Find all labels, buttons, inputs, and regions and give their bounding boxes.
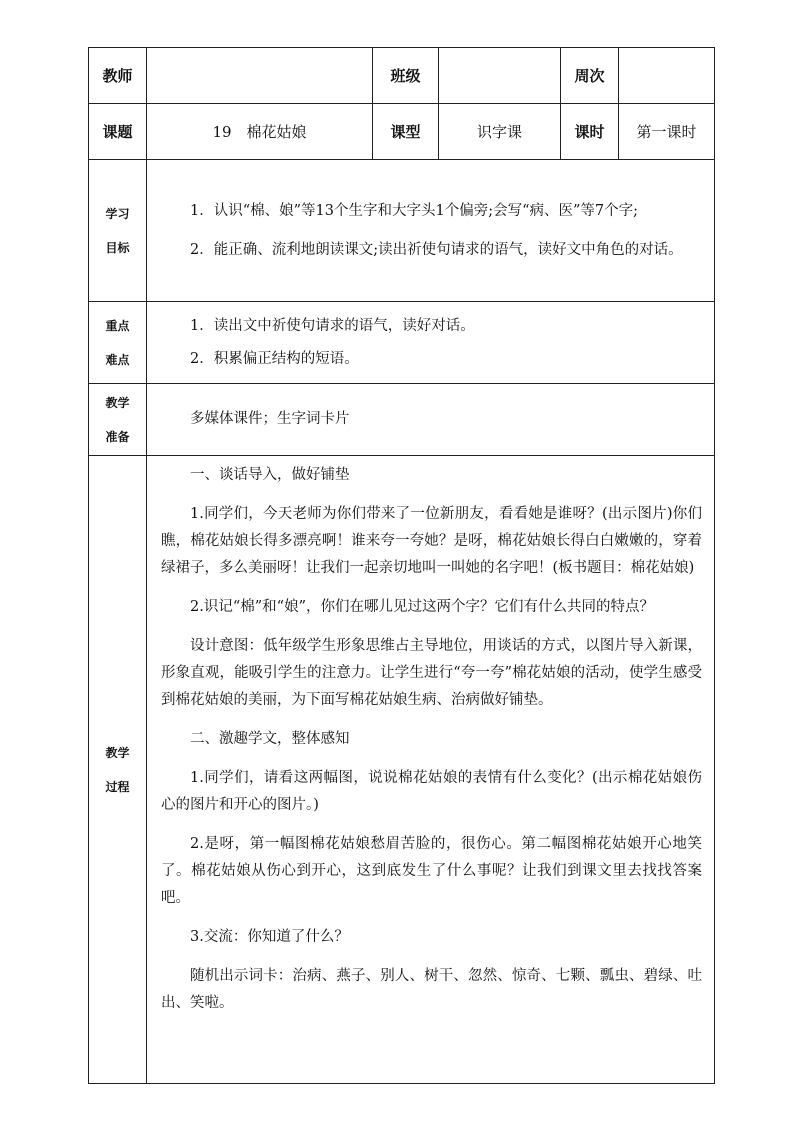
objectives-label-line1: 学习: [105, 206, 130, 221]
row-objectives: [89, 160, 715, 302]
process-paragraph: 2.是呀，第一幅图棉花姑娘愁眉苦脸的，很伤心。第二幅图棉花姑娘开心地笑了。棉花姑娘从伤心到开心，这到底发生了什么事呢？让我们到课文里去找找答案吧。: [161, 836, 702, 906]
process-heading: 一、谈话导入，做好铺垫: [190, 467, 350, 483]
lesson-plan-table: [88, 47, 715, 1084]
process-paragraph: 2.识记“棉”和“娘”，你们在哪儿见过这两个字？它们有什么共同的特点？: [190, 599, 654, 615]
class-value: [439, 48, 561, 104]
topic-value: 19 棉花姑娘: [147, 104, 373, 160]
period-value: 第一课时: [619, 104, 715, 160]
process-paragraph: 随机出示词卡：治病、燕子、别人、树干、忽然、惊奇、七颗、瓢虫、碧绿、吐出、笑啦。: [161, 968, 702, 1011]
row-topic: [89, 104, 715, 160]
preparation-content: [147, 384, 715, 456]
key-point-item: 2．积累偏正结构的短语。: [190, 350, 359, 367]
row-preparation: [89, 384, 715, 456]
preparation-label-line2: 准备: [105, 429, 130, 444]
process-label: [89, 456, 147, 1084]
key-point-item: 1．读出文中祈使句请求的语气，读好对话。: [190, 317, 475, 334]
lesson-plan-sheet: [88, 47, 714, 1081]
process-paragraph: 1.同学们，请看这两幅图，说说棉花姑娘的表情有什么变化？(出示棉花姑娘伤心的图片和开心的图片。): [161, 770, 702, 813]
teacher-label: 教师: [89, 48, 147, 104]
key-points-content: [147, 302, 715, 384]
row-process: [89, 456, 715, 1084]
type-value: 识字课: [439, 104, 561, 160]
key-points-label-line1: 重点: [105, 318, 130, 333]
row-key-points: [89, 302, 715, 384]
preparation-label-line1: 教学: [105, 395, 130, 410]
period-label: 课时: [561, 104, 619, 160]
process-paragraph: 3.交流：你知道了什么？: [190, 929, 349, 945]
preparation-label: [89, 384, 147, 456]
process-label-line2: 过程: [105, 779, 130, 794]
objective-item: 2．能正确、流利地朗读课文;读出祈使句请求的语气，读好文中角色的对话。: [190, 241, 683, 258]
objectives-content: [147, 160, 715, 302]
type-label: 课型: [373, 104, 439, 160]
topic-label: 课题: [89, 104, 147, 160]
week-value: [619, 48, 715, 104]
key-points-label: [89, 302, 147, 384]
class-label: 班级: [373, 48, 439, 104]
process-paragraph: 设计意图：低年级学生形象思维占主导地位，用谈话的方式，以图片导入新课，形象直观，能吸引学生的注意力。让学生进行“夸一夸”棉花姑娘的活动，使学生感受到棉花姑娘的美丽，为下面写棉花姑娘生病、治病做好铺垫。: [161, 638, 702, 708]
process-content: [147, 456, 715, 1084]
process-label-line1: 教学: [105, 745, 130, 760]
key-points-label-line2: 难点: [105, 352, 130, 367]
row-teacher: [89, 48, 715, 104]
objectives-label: [89, 160, 147, 302]
objective-item: 1．认识“棉、娘”等13个生字和大字头1个偏旁;会写“病、医”等7个字;: [190, 202, 639, 219]
objectives-label-line2: 目标: [105, 240, 130, 255]
process-paragraph: 1.同学们，今天老师为你们带来了一位新朋友，看看她是谁呀？(出示图片)你们瞧，棉花姑娘长得多漂亮啊！谁来夸一夸她？是呀，棉花姑娘长得白白嫩嫩的，穿着绿裙子，多么美丽呀！让我们一起亲切地叫一叫她的名字吧！(板书题目：棉花姑娘): [161, 506, 702, 576]
process-heading: 二、激趣学文，整体感知: [190, 731, 350, 747]
preparation-text: 多媒体课件；生字词卡片: [190, 411, 350, 427]
teacher-value: [147, 48, 373, 104]
week-label: 周次: [561, 48, 619, 104]
